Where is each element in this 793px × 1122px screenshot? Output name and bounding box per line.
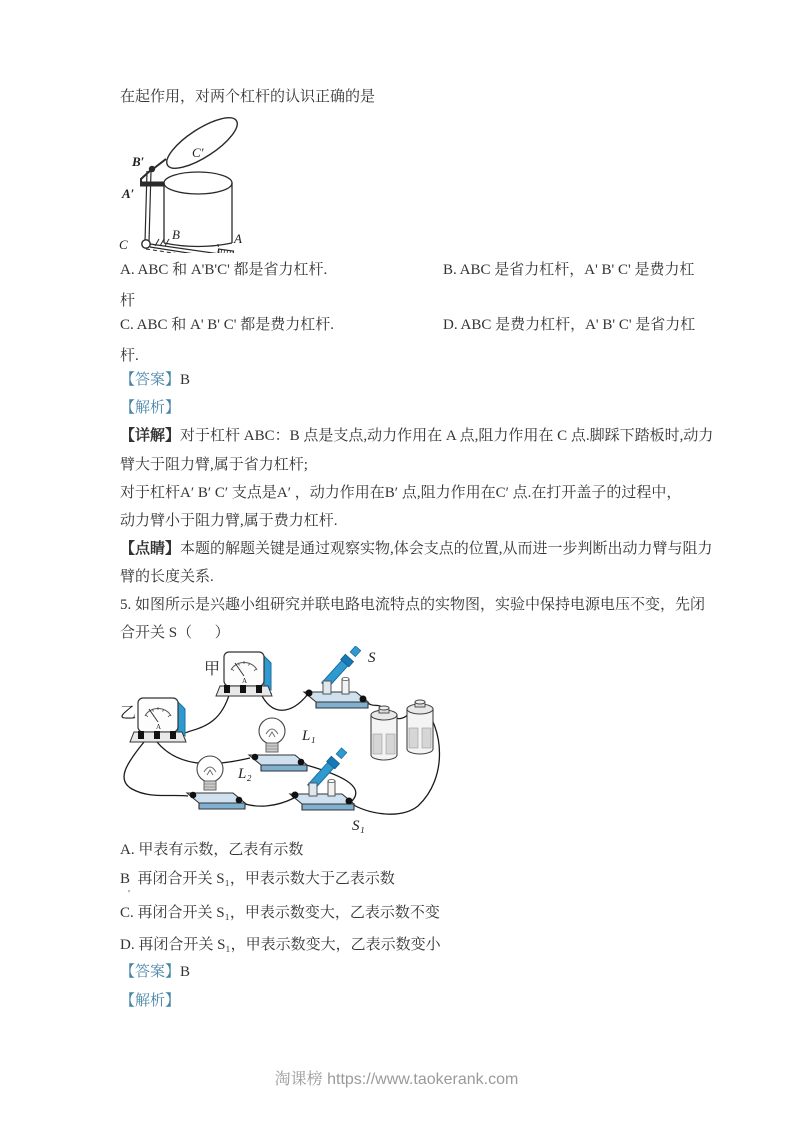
ammeter-jia-label: 甲 [204,661,221,678]
answer-label: 【答案】 [120,372,181,388]
q5-stem-line2: 合开关 S（ ） [120,625,230,641]
label-a-prime: A′ [122,186,135,201]
switch-s [304,646,368,708]
battery-cell-1 [371,706,397,760]
q4-intro-text: 在起作用，对两个杠杆的认识正确的是 [120,89,376,105]
answer-value: B [180,372,191,388]
q4-option-c: C. ABC 和 A' B' C' 都是费力杠杆. [120,317,334,333]
label-c: C [119,237,128,252]
q4-option-b-wrap: 杆 [120,293,136,309]
q4-option-d: D. ABC 是费力杠杆，A' B' C' 是省力杠 [443,317,696,333]
lamp-l2-label: L₂ [238,766,252,782]
q5-option-c: C. 再闭合开关 S₁，甲表示数变大，乙表示数不变 [120,905,440,921]
detail-label: 【详解】 [120,428,181,444]
q4-tip-line1 [120,540,713,559]
q4-detail-line3: 对于杠杆A′ B′ C′ 支点是A′ ，动力作用在B′ 点,阻力作用在C′ 点.在打开盖子的过程中， [120,485,682,501]
label-b: B [172,227,180,242]
q4-option-b: B. ABC 是省力杠杆，A' B' C' 是费力杠 [443,262,695,278]
answer-value: B [180,964,191,980]
label-a: A [234,231,242,246]
q5-stem-line1: 5. 如图所示是兴趣小组研究并联电路电流特点的实物图，实验中保持电源电压不变，先闭 [120,597,706,613]
stray-mark: ' [128,888,130,900]
pivot-point [142,240,150,248]
answer-label: 【答案】 [120,964,181,980]
q5-option-b: B 再闭合开关 S₁，甲表示数大于乙表示数 [120,871,395,887]
label-b-prime: B′ [132,154,145,169]
lamp-l1 [249,718,307,771]
q4-option-d-wrap: 杆. [120,348,139,364]
q5-option-a: A. 甲表有示数，乙表有示数 [120,842,304,858]
label-c-prime: C′ [192,145,204,160]
foot-pedal [218,249,234,253]
q4-detail-line4: 动力臂小于阻力臂,属于费力杠杆. [120,513,338,529]
q4-detail-line2: 臂大于阻力臂,属于省力杠杆; [120,457,308,473]
ammeter-yi [130,698,186,742]
ammeter-jia [216,652,272,696]
q4-option-a: A. ABC 和 A'B'C' 都是省力杠杆. [120,262,328,278]
q5-analysis-label: 【解析】 [120,993,181,1009]
ammeter-yi-label: 乙 [120,705,137,722]
lamp-l2 [187,756,245,809]
lever-pedal-bin-figure [112,113,264,253]
switch-s1 [290,747,354,810]
q4-tip-line2: 臂的长度关系. [120,569,214,585]
q4-answer-line [120,371,190,390]
battery-cell-2 [407,700,433,754]
lamp-l1-label: L₁ [302,728,316,744]
q4-detail-line1 [120,427,713,446]
parallel-circuit-figure: A 甲 S 乙 L₁ L₂ S₁ [112,646,478,840]
tip-text-1: 本题的解题关键是通过观察实物,体会支点的位置,从而进一步判断出动力臂与阻力 [180,541,713,557]
switch-s-label: S [368,650,376,666]
q4-analysis-label: 【解析】 [120,400,181,416]
q5-answer-line [120,963,190,982]
detail-text-1: 对于杠杆 ABC：B 点是支点,动力作用在 A 点,阻力作用在 C 点.脚踩下踏板时,动力 [180,428,714,444]
footer-site-link: 淘课榜 https://www.taokerank.com [274,1071,519,1088]
q5-option-d: D. 再闭合开关 S₁，甲表示数变大，乙表示数变小 [120,937,441,953]
switch-s1-label: S₁ [352,818,365,834]
tip-label: 【点睛】 [120,541,181,557]
